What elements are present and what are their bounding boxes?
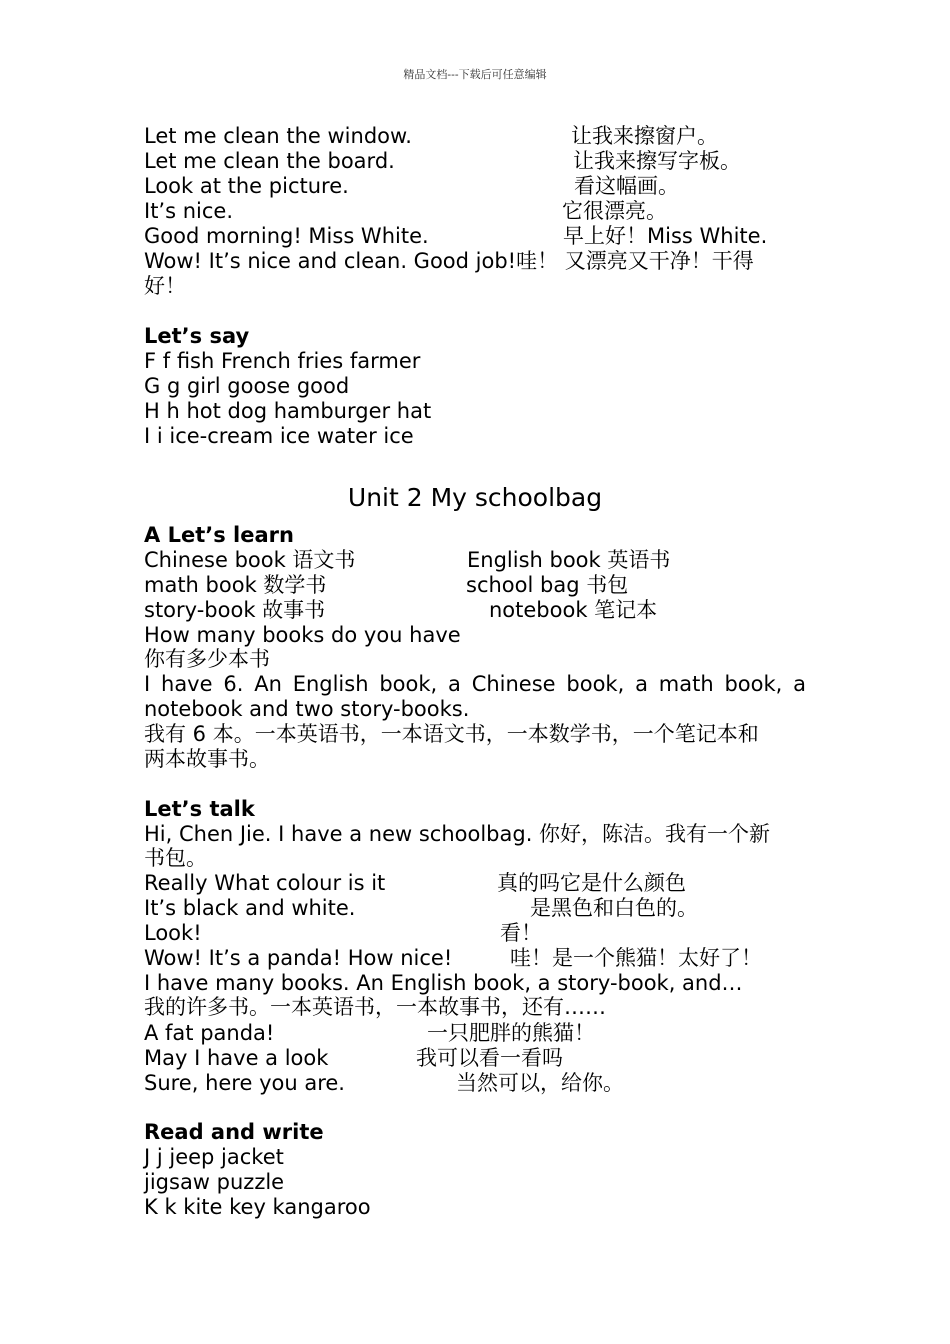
dialogue-line: 我的许多书。一本英语书，一本故事书，还有…… xyxy=(144,995,606,1019)
vocab-item: school bag 书包 xyxy=(466,573,629,597)
answer-english: I have 6. An English book, a Chinese book, a math book, a xyxy=(144,672,806,696)
dialogue-line xyxy=(144,921,542,946)
chinese-text: 哇！是一个熊猫！太好了！ xyxy=(510,946,762,970)
wow-line: Wow! It’s nice and clean. Good job!哇！ 又漂亮又干净！干得 xyxy=(144,249,754,273)
chinese-text: 当然可以，给你。 xyxy=(456,1071,624,1095)
chinese-text: 是黑色和白色的。 xyxy=(530,896,698,920)
wow-line-continued: 好！ xyxy=(144,274,186,298)
lets-say-heading: Let’s say xyxy=(144,324,250,348)
chinese-text: 早上好！Miss White. xyxy=(563,224,768,248)
phonics-line: G g girl goose good xyxy=(144,374,350,398)
phrase-line xyxy=(144,174,679,199)
phrase-line xyxy=(144,224,768,249)
page-header: 精品文档---下载后可任意编辑 xyxy=(403,68,547,81)
vocab-item: story-book 故事书 xyxy=(144,598,326,622)
lets-talk-heading: Let’s talk xyxy=(144,797,255,821)
english-text: It’s nice. xyxy=(144,199,234,223)
vocab-item: Chinese book 语文书 xyxy=(144,548,356,572)
chinese-text: 我可以看一看吗 xyxy=(416,1046,563,1070)
answer-english-continued: notebook and two story-books. xyxy=(144,697,470,721)
english-text: Look at the picture. xyxy=(144,174,349,198)
phrase-line xyxy=(144,149,741,174)
phonics-line: K k kite key kangaroo xyxy=(144,1195,371,1219)
phonics-line: J j jeep jacket xyxy=(144,1145,284,1169)
chinese-text: 它很漂亮。 xyxy=(562,199,667,223)
lets-learn-heading: A Let’s learn xyxy=(144,523,294,547)
phrase-line xyxy=(144,124,718,149)
english-text: May I have a look xyxy=(144,1046,329,1070)
phonics-line: F f fish French fries farmer xyxy=(144,349,421,373)
english-text: Sure, here you are. xyxy=(144,1071,345,1095)
chinese-text: 一只肥胖的熊猫！ xyxy=(427,1021,595,1045)
dialogue-line xyxy=(144,1046,563,1071)
dialogue-line: Hi, Chen Jie. I have a new schoolbag. 你好，陈洁。我有一个新 xyxy=(144,822,771,846)
dialogue-line: I have many books. An English book, a story-book, and… xyxy=(144,971,743,995)
english-text: Let me clean the board. xyxy=(144,149,395,173)
english-text: A fat panda! xyxy=(144,1021,275,1045)
dialogue-line-continued: 书包。 xyxy=(144,846,207,870)
dialogue-line xyxy=(144,946,762,971)
dialogue-line xyxy=(144,896,698,921)
phonics-line: jigsaw puzzle xyxy=(144,1170,285,1194)
english-text: Really What colour is it xyxy=(144,871,386,895)
vocab-line xyxy=(144,598,658,623)
dialogue-line xyxy=(144,1021,595,1046)
chinese-text: 看！ xyxy=(500,921,542,945)
vocab-line xyxy=(144,573,629,598)
vocab-line xyxy=(144,548,671,573)
vocab-item: English book 英语书 xyxy=(467,548,671,572)
english-text: Wow! It’s a panda! How nice! xyxy=(144,946,453,970)
chinese-text: 让我来擦窗户。 xyxy=(571,124,718,148)
dialogue-line xyxy=(144,871,686,896)
read-and-write-heading: Read and write xyxy=(144,1120,324,1144)
phrase-line xyxy=(144,199,667,224)
vocab-item: math book 数学书 xyxy=(144,573,327,597)
english-text: It’s black and white. xyxy=(144,896,356,920)
english-text: Let me clean the window. xyxy=(144,124,412,148)
question-english: How many books do you have xyxy=(144,623,461,647)
chinese-text: 让我来擦写字板。 xyxy=(573,149,741,173)
answer-chinese: 我有 6 本。一本英语书，一本语文书，一本数学书，一个笔记本和 xyxy=(144,722,759,746)
phonics-line: H h hot dog hamburger hat xyxy=(144,399,432,423)
chinese-text: 真的吗它是什么颜色 xyxy=(497,871,686,895)
vocab-item: notebook 笔记本 xyxy=(489,598,658,622)
english-text: Good morning! Miss White. xyxy=(144,224,429,248)
answer-chinese-continued: 两本故事书。 xyxy=(144,747,270,771)
unit-title: Unit 2 My schoolbag xyxy=(347,483,603,512)
chinese-text: 看这幅画。 xyxy=(574,174,679,198)
question-chinese: 你有多少本书 xyxy=(144,647,270,671)
english-text: Look! xyxy=(144,921,202,945)
phonics-line: I i ice-cream ice water ice xyxy=(144,424,414,448)
dialogue-line xyxy=(144,1071,624,1096)
